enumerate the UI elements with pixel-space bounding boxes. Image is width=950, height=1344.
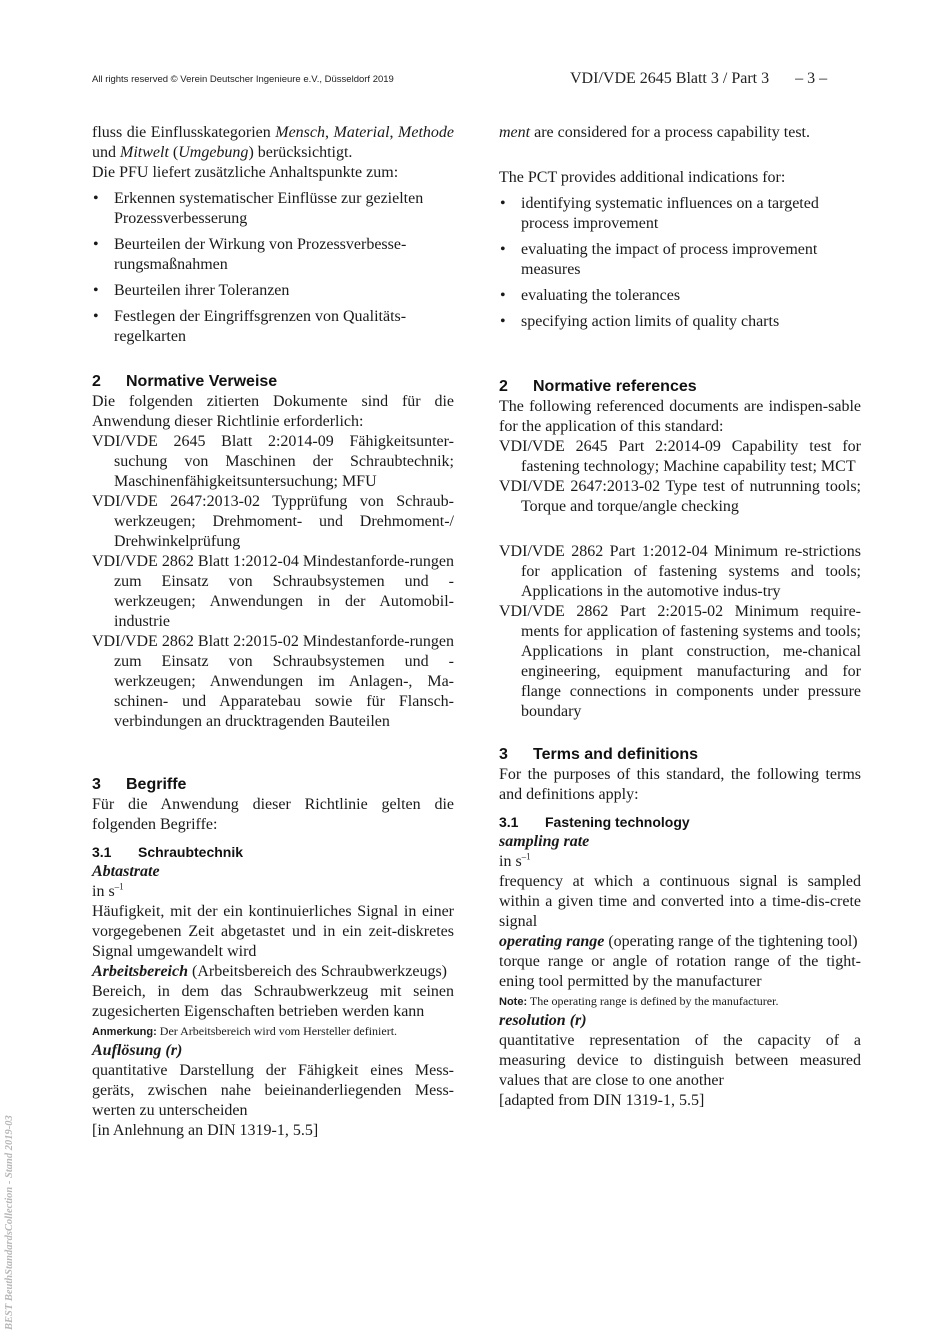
term-name: sampling rate bbox=[499, 833, 590, 850]
bullet-icon: • bbox=[93, 282, 99, 299]
text: fluss die Einflusskategorien bbox=[92, 124, 276, 141]
en-section-2-intro: The following referenced documents are indispen-sable for the application of this standard: bbox=[499, 398, 861, 435]
side-watermark: BEST BeuthStandardsCollection - Stand 2019-03 bbox=[4, 1115, 15, 1330]
de-term-source: [in Anlehnung an DIN 1319-1, 5.5] bbox=[92, 1122, 319, 1139]
en-bullet-list bbox=[499, 194, 861, 332]
de-intro-paragraph bbox=[92, 123, 454, 163]
list-item bbox=[499, 312, 861, 332]
de-section-3-1-heading bbox=[92, 842, 454, 862]
note-label: Note: bbox=[499, 996, 528, 1008]
note-label: Anmerkung: bbox=[92, 1026, 157, 1038]
page-number: – 3 – bbox=[795, 70, 828, 87]
list-item bbox=[499, 286, 861, 306]
section-number: 2 bbox=[92, 373, 101, 390]
list-item bbox=[92, 281, 454, 301]
term-italic: Umgebung bbox=[178, 144, 249, 161]
section-number: 3 bbox=[499, 746, 508, 763]
en-term-note bbox=[499, 992, 861, 1011]
en-term-resolution bbox=[499, 1011, 861, 1031]
de-section-3-heading bbox=[92, 775, 454, 795]
de-term-unit bbox=[92, 882, 454, 902]
en-section-3-heading bbox=[499, 745, 861, 765]
en-term-unit bbox=[499, 852, 861, 872]
en-reference-item: VDI/VDE 2647:2013-02 Type test of nutrunning tools; Torque and torque/angle checking bbox=[499, 478, 861, 515]
section-number: 3.1 bbox=[92, 844, 112, 860]
document-reference bbox=[570, 70, 827, 88]
text: ) berücksichtigt. bbox=[248, 144, 353, 161]
term-italic: ment bbox=[499, 124, 531, 141]
term-italic: Mitwelt bbox=[120, 144, 169, 161]
de-term-definition: quantitative Darstellung der Fähigkeit eines Mess-geräts, zwischen nahe beieinanderliegenden Mess-werten zu unterscheiden bbox=[92, 1062, 454, 1119]
de-term-definition: Bereich, in dem das Schraubwerkzeug mit seinen zugesicherten Eigenschaften betrieben werden kann bbox=[92, 983, 454, 1020]
en-section-2-heading bbox=[499, 377, 861, 397]
bullet-icon: • bbox=[500, 313, 506, 330]
de-term-arbeitsbereich bbox=[92, 962, 454, 982]
de-reference-item: VDI/VDE 2862 Blatt 2:2015-02 Mindestanforde-rungen zum Einsatz von Schraubsystemen und -werkzeugen; Anwendungen im Anlagen-, Ma-schinen- und Apparatebau sowie für Flansch-verbindungen an drucktragenden Bauteilen bbox=[92, 633, 454, 730]
de-term-aufloesung bbox=[92, 1041, 454, 1061]
unit-exponent: –1 bbox=[521, 851, 531, 862]
section-title: Terms and definitions bbox=[533, 746, 699, 763]
de-term-note bbox=[92, 1022, 454, 1041]
list-item-text: Beurteilen ihrer Toleranzen bbox=[114, 282, 290, 299]
term-symbol: r bbox=[575, 1012, 582, 1029]
de-term-definition: Häufigkeit, mit der ein kontinuierliches Signal in einer vorgegebenen Zeit abgetastet und in ein zeit-diskretes Signal umgewandelt wird bbox=[92, 903, 454, 960]
term-italic: Material bbox=[333, 124, 390, 141]
section-number: 2 bbox=[499, 378, 508, 395]
en-intro-paragraph bbox=[499, 123, 861, 143]
de-section-2-intro: Die folgenden zitierten Dokumente sind für die Anwendung dieser Richtlinie erforderlich: bbox=[92, 393, 454, 430]
de-reference-item: VDI/VDE 2647:2013-02 Typprüfung von Schraub-werkzeugen; Drehmoment- und Drehmoment-/ Drehwinkelprüfung bbox=[92, 493, 454, 550]
de-bullet-list bbox=[92, 189, 454, 347]
en-reference-item: VDI/VDE 2862 Part 2:2015-02 Minimum require-ments for application of fastening systems and tools; Applications in plant construction, me-chanical engineering, equipment manufacturing and for flange connections in components under pressure boundary bbox=[499, 603, 861, 720]
en-term-definition: frequency at which a continuous signal is sampled within a given time and converted into a time-dis-crete signal bbox=[499, 873, 861, 930]
de-term-abtastrate bbox=[92, 862, 454, 882]
text: und bbox=[92, 144, 120, 161]
term-name: Abtastrate bbox=[92, 863, 160, 880]
unit-exponent: –1 bbox=[114, 881, 124, 892]
text: are considered for a process capability test. bbox=[530, 124, 810, 141]
list-item-text: specifying action limits of quality charts bbox=[521, 313, 780, 330]
unit-text: in s bbox=[499, 853, 522, 870]
list-item-text: Erkennen systematischer Einflüsse zur gezielten Prozessverbesserung bbox=[114, 190, 424, 227]
german-column bbox=[92, 123, 454, 1141]
unit-text: in s bbox=[92, 883, 115, 900]
note-text: The operating range is defined by the manufacturer. bbox=[527, 994, 779, 1008]
term-name: Auflösung bbox=[92, 1042, 162, 1059]
en-term-definition: quantitative representation of the capacity of a measuring device to distinguish between measured values that are close to one another bbox=[499, 1032, 861, 1089]
term-name: operating range bbox=[499, 933, 605, 950]
section-title: Fastening technology bbox=[545, 814, 690, 830]
bullet-icon: • bbox=[500, 287, 506, 304]
list-item-text: evaluating the tolerances bbox=[521, 287, 681, 304]
term-qualifier: (Arbeitsbereich des Schraubwerkzeugs) bbox=[188, 963, 448, 980]
bullet-icon: • bbox=[500, 195, 506, 212]
bullet-icon: • bbox=[93, 308, 99, 325]
text: ) bbox=[176, 1042, 183, 1059]
list-item-text: Beurteilen der Wirkung von Prozessverbesse-rungsmaßnahmen bbox=[114, 236, 407, 273]
list-item bbox=[92, 189, 454, 229]
list-item bbox=[499, 194, 861, 234]
term-name: resolution bbox=[499, 1012, 566, 1029]
bullet-icon: • bbox=[500, 241, 506, 258]
en-reference-item: VDI/VDE 2862 Part 1:2012-04 Minimum re-strictions for application of fastening systems and tools; Applications in the automotive indus-try bbox=[499, 543, 861, 600]
de-section-2-heading bbox=[92, 372, 454, 392]
section-title: Normative Verweise bbox=[126, 373, 278, 390]
de-pfu-intro: Die PFU liefert zusätzliche Anhaltspunkte zum: bbox=[92, 164, 399, 181]
list-item-text: Festlegen der Eingriffsgrenzen von Qualitäts-regelkarten bbox=[114, 308, 407, 345]
note-text: Der Arbeitsbereich wird vom Hersteller definiert. bbox=[156, 1024, 398, 1038]
term-italic: Methode bbox=[398, 124, 454, 141]
section-title: Begriffe bbox=[126, 776, 187, 793]
text: , bbox=[389, 124, 399, 141]
en-reference-item: VDI/VDE 2645 Part 2:2014-09 Capability test for fastening technology; Machine capability test; MCT bbox=[499, 438, 861, 475]
section-title: Schraubtechnik bbox=[138, 844, 244, 860]
en-section-3-intro: For the purposes of this standard, the following terms and definitions apply: bbox=[499, 766, 861, 803]
list-item bbox=[92, 307, 454, 347]
text: ( bbox=[168, 144, 179, 161]
list-item-text: evaluating the impact of process improvement measures bbox=[521, 241, 818, 278]
en-term-operating-range bbox=[499, 932, 861, 952]
section-number: 3 bbox=[92, 776, 101, 793]
en-pct-intro: The PCT provides additional indications for: bbox=[499, 169, 786, 186]
text: ( bbox=[565, 1012, 576, 1029]
term-name: Arbeitsbereich bbox=[92, 963, 188, 980]
list-item bbox=[499, 240, 861, 280]
list-item-text: identifying systematic influences on a targeted process improvement bbox=[521, 195, 819, 232]
en-term-source: [adapted from DIN 1319-1, 5.5] bbox=[499, 1092, 705, 1109]
term-qualifier: (operating range of the tightening tool) bbox=[604, 933, 858, 950]
en-section-3-1-heading bbox=[499, 812, 861, 832]
bullet-icon: • bbox=[93, 190, 99, 207]
en-term-definition: torque range or angle of rotation range of the tight-ening tool permitted by the manufacturer bbox=[499, 953, 861, 990]
text: , bbox=[325, 124, 334, 141]
section-number: 3.1 bbox=[499, 814, 519, 830]
section-title: Normative references bbox=[533, 378, 697, 395]
de-reference-item: VDI/VDE 2862 Blatt 1:2012-04 Mindestanforde-rungen zum Einsatz von Schraubsystemen und -werkzeugen; Anwendungen in der Automobil-industrie bbox=[92, 553, 454, 630]
en-term-sampling-rate bbox=[499, 832, 861, 852]
english-column bbox=[499, 123, 861, 1111]
de-reference-item: VDI/VDE 2645 Blatt 2:2014-09 Fähigkeitsunter-suchung von Maschinen der Schraubtechnik; Maschinenfähigkeitsuntersuchung; MFU bbox=[92, 433, 454, 490]
term-italic: Mensch bbox=[275, 124, 326, 141]
de-section-3-intro: Für die Anwendung dieser Richtlinie gelten die folgenden Begriffe: bbox=[92, 796, 454, 833]
text: ( bbox=[161, 1042, 171, 1059]
copyright-notice: All rights reserved © Verein Deutscher Ingenieure e.V., Düsseldorf 2019 bbox=[92, 74, 394, 85]
term-symbol: r bbox=[170, 1042, 177, 1059]
bullet-icon: • bbox=[93, 236, 99, 253]
list-item bbox=[92, 235, 454, 275]
doc-ref: VDI/VDE 2645 Blatt 3 / Part 3 bbox=[570, 70, 770, 87]
text: ) bbox=[581, 1012, 587, 1029]
